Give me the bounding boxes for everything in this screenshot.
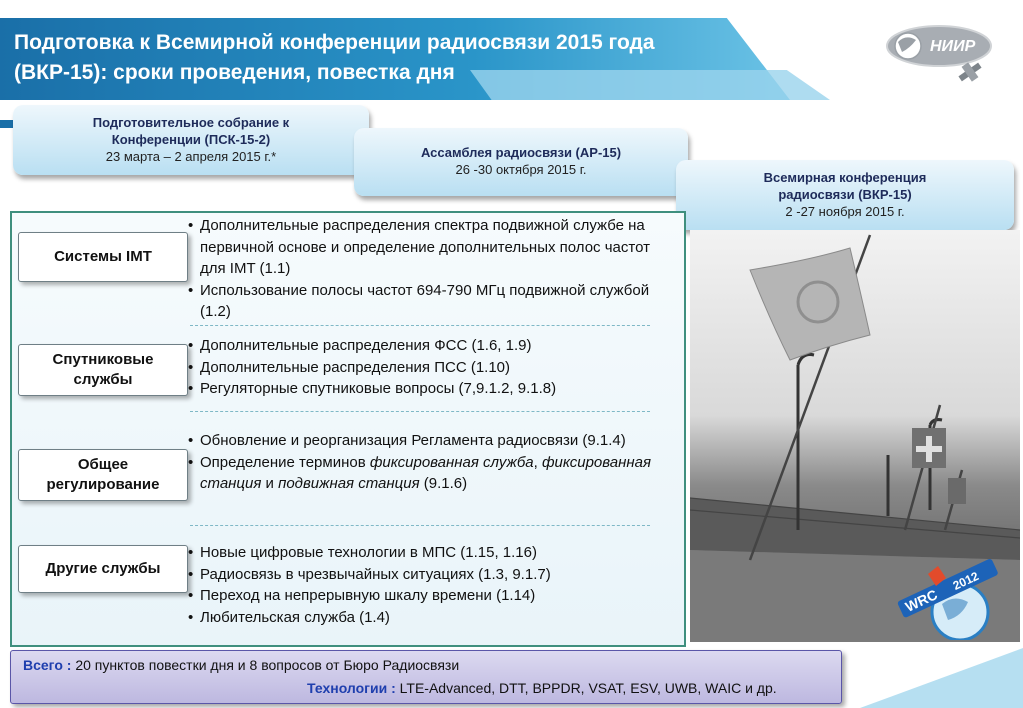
section-general-regulation bbox=[184, 430, 679, 495]
category-other-services: Другие службы bbox=[18, 545, 188, 593]
section-satellite bbox=[184, 335, 679, 400]
logo-text: НИИР bbox=[930, 38, 976, 55]
list-item: • Дополнительные распределения ПСС (1.10) bbox=[184, 357, 679, 379]
list-item: • Переход на непрерывную шкалу времени (1.14) bbox=[184, 585, 679, 607]
technologies-line: Технологии : LTE-Advanced, DTT, BPPDR, VSAT, ESV, UWB, WAIC и др. bbox=[307, 680, 777, 696]
agenda-panel bbox=[10, 211, 686, 647]
list-item: • Дополнительные распределения спектра подвижной службе на первичной основе и определение дополнительных полос частот для IMT (1.1) bbox=[184, 215, 679, 280]
svg-text:2012: 2012 bbox=[950, 568, 981, 593]
section-divider bbox=[190, 525, 650, 526]
wrc-2012-badge-icon bbox=[888, 540, 1000, 640]
header bbox=[0, 0, 1023, 100]
summary-footer bbox=[10, 650, 842, 704]
total-line: Всего : 20 пунктов повестки дня и 8 вопросов от Бюро Радиосвязи bbox=[23, 657, 460, 673]
list-item: • Новые цифровые технологии в МПС (1.15, 1.16) bbox=[184, 542, 679, 564]
list-item: • Любительская служба (1.4) bbox=[184, 607, 679, 629]
left-accent bbox=[0, 120, 14, 128]
list-item: • Определение терминов фиксированная служба, фиксированная станция и подвижная станция (9.1.6) bbox=[184, 452, 679, 495]
section-imt bbox=[184, 215, 679, 323]
phase-wrc: Всемирная конференция радиосвязи (ВКР-15) 2 -27 ноября 2015 г. bbox=[676, 160, 1014, 230]
phase-psk: Подготовительное собрание к Конференции (ПСК-15-2) 23 марта – 2 апреля 2015 г.* bbox=[13, 105, 369, 175]
niir-logo-icon bbox=[884, 22, 994, 92]
category-satellite: Спутниковые службы bbox=[18, 344, 188, 396]
section-divider bbox=[190, 411, 650, 412]
section-divider bbox=[190, 325, 650, 326]
list-item: • Регуляторные спутниковые вопросы (7,9.1.2, 9.1.8) bbox=[184, 378, 679, 400]
section-other-services bbox=[184, 542, 679, 628]
phase-ar: Ассамблея радиосвязи (АР-15) 26 -30 октября 2015 г. bbox=[354, 128, 688, 196]
svg-text:WRC: WRC bbox=[902, 586, 940, 615]
niir-logo bbox=[884, 22, 994, 72]
geneva-bridge-photo bbox=[690, 230, 1020, 642]
category-general-regulation: Общее регулирование bbox=[18, 449, 188, 501]
list-item: • Дополнительные распределения ФСС (1.6, 1.9) bbox=[184, 335, 679, 357]
corner-decoration bbox=[860, 648, 1023, 708]
list-item: • Обновление и реорганизация Регламента радиосвязи (9.1.4) bbox=[184, 430, 679, 452]
category-imt: Системы IMT bbox=[18, 232, 188, 282]
list-item: • Радиосвязь в чрезвычайных ситуациях (1.3, 9.1.7) bbox=[184, 564, 679, 586]
list-item: • Использование полосы частот 694-790 МГц подвижной службой (1.2) bbox=[184, 280, 679, 323]
page-title: Подготовка к Всемирной конференции радиосвязи 2015 года (ВКР-15): сроки проведения, повестка дня bbox=[14, 31, 655, 84]
